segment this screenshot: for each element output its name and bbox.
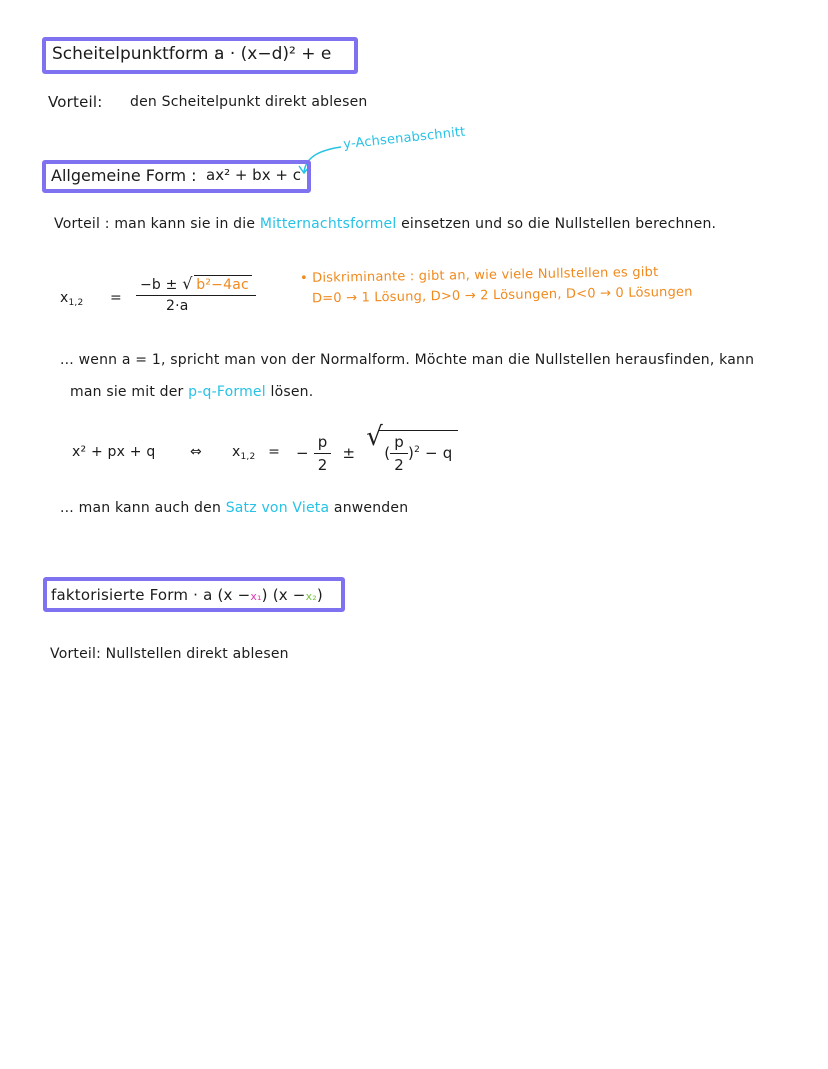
- mitternachtsformel-equals: =: [110, 290, 122, 306]
- mitternachtsformel-lhs: [60, 290, 83, 308]
- pq-rhs: [296, 422, 458, 474]
- y-achsenabschnitt-annotation: y-Achsenabschnitt: [342, 124, 467, 153]
- pq-minus-q: − q: [424, 444, 453, 462]
- pq-inner-den: 2: [394, 456, 404, 474]
- normalform-line2-post: lösen.: [270, 384, 314, 400]
- numerator-radicand: b²−4ac: [194, 275, 252, 293]
- allgemeine-formula-c: c: [292, 166, 301, 184]
- scheitelpunktform-formula: a · (x−d)² + e: [214, 44, 332, 64]
- mitternachtsformel-fraction: [136, 274, 256, 314]
- pq-x12: [232, 444, 280, 462]
- faktorisierte-form-title: faktorisierte Form ·: [51, 586, 199, 604]
- allgemein-vorteil: [54, 216, 716, 232]
- pq-lhs: x² + px + q: [72, 444, 156, 460]
- pq-formel-term: p-q-Formel: [188, 384, 266, 400]
- pq-x-subscript: 1,2: [240, 452, 256, 462]
- faktor-x2: x₂: [305, 590, 317, 603]
- vieta-post: anwenden: [333, 500, 409, 516]
- pq-equals: =: [268, 444, 281, 460]
- x-symbol: x: [60, 290, 69, 306]
- normalform-line2-pre: man sie mit der: [70, 384, 184, 400]
- faktor-x1: x₁: [250, 590, 262, 603]
- pq-x-symbol: x: [232, 444, 241, 460]
- pq-inner-num: p: [390, 433, 408, 454]
- normalform-line2: [70, 384, 313, 400]
- scheitel-vorteil-label: Vorteil:: [48, 93, 103, 111]
- normalform-line1: ... wenn a = 1, spricht man von der Normalform. Möchte man die Nullstellen herausfinden, kann: [60, 352, 755, 368]
- diskriminante-line1: • Diskriminante : gibt an, wie viele Nullstellen es gibt: [299, 264, 659, 287]
- faktor-vorteil: Vorteil: Nullstellen direkt ablesen: [50, 646, 289, 662]
- pq-sqrt: √ ( $\frac{p}{2}$ )$^2$ − q: [366, 430, 458, 474]
- allgemein-vorteil-post: einsetzen und so die Nullstellen berechnen.: [401, 216, 717, 232]
- vieta-line: [60, 500, 408, 516]
- pq-frac-den: 2: [317, 456, 328, 474]
- pq-equivalence-arrow: ⇔: [190, 444, 202, 460]
- pq-frac-num: p: [314, 433, 332, 454]
- allgemeine-form-formula: [206, 166, 301, 184]
- allgemein-vorteil-label: Vorteil :: [54, 216, 110, 232]
- faktor-formula-end: ): [316, 586, 323, 604]
- satz-von-vieta-term: Satz von Vieta: [225, 500, 330, 516]
- faktor-formula-a: a (x −: [203, 586, 251, 604]
- faktor-formula-mid: ) (x −: [261, 586, 306, 604]
- pq-minus: −: [296, 444, 309, 462]
- scheitelpunktform-title: Scheitelpunktform :: [52, 44, 220, 64]
- allgemein-vorteil-pre: man kann sie in die: [114, 216, 256, 232]
- denominator: 2·a: [166, 298, 189, 314]
- scheitel-vorteil-text: den Scheitelpunkt direkt ablesen: [130, 94, 368, 110]
- numerator-sqrt: √ b²−4ac: [182, 277, 252, 293]
- allgemeine-form-title: Allgemeine Form :: [51, 166, 197, 185]
- faktorisierte-form-content: [51, 586, 323, 604]
- vieta-pre: ... man kann auch den: [60, 500, 222, 516]
- mitternachtsformel-term: Mitternachtsformel: [259, 216, 397, 232]
- allgemeine-formula-text: ax² + bx +: [206, 166, 288, 184]
- x-subscript: 1,2: [68, 298, 84, 308]
- diskriminante-line2: D=0 → 1 Lösung, D>0 → 2 Lösungen, D<0 → 0 Lösungen: [311, 284, 693, 307]
- pq-plus-minus: ±: [342, 444, 356, 462]
- numerator-prefix: −b ±: [140, 277, 178, 293]
